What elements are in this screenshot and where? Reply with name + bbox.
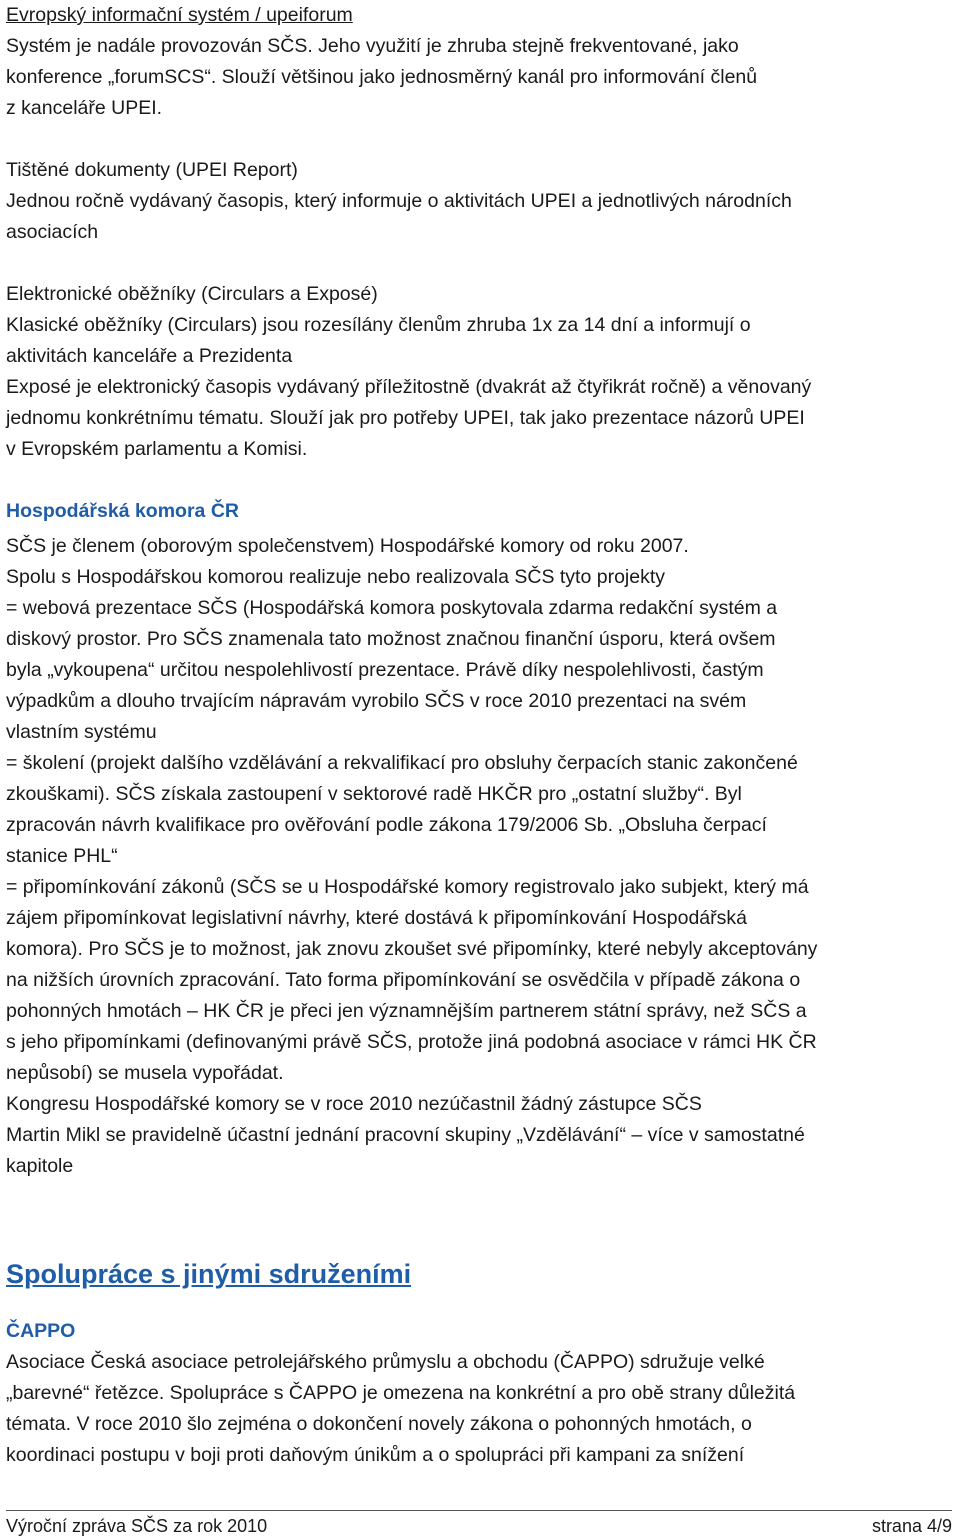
spacer — [6, 124, 956, 155]
text-line: = školení (projekt dalšího vzdělávání a rekvalifikací pro obsluhy čerpacích stanic zakončené — [6, 752, 798, 774]
text-line: Spolu s Hospodářskou komorou realizuje nebo realizovala SČS tyto projekty — [6, 566, 666, 588]
footer-title: Výroční zpráva SČS za rok 2010 — [6, 1516, 268, 1536]
text-line: aktivitách kanceláře a Prezidenta — [6, 345, 293, 367]
document-page — [6, 0, 956, 1471]
text-line: Kongresu Hospodářské komory se v roce 2010 nezúčastnil žádný zástupce SČS — [6, 1093, 702, 1115]
spoluprace-heading: Spolupráce s jinými sdruženími — [6, 1259, 412, 1289]
text-line: kapitole — [6, 1155, 74, 1177]
text-line: z kanceláře UPEI. — [6, 97, 163, 119]
text-line: v Evropském parlamentu a Komisi. — [6, 438, 308, 460]
text-line: Klasické oběžníky (Circulars) jsou rozesílány členům zhruba 1x za 14 dní a informují o — [6, 314, 751, 336]
text-line: s jeho připomínkami (definovanými právě SČS, protože jiná podobná asociace v rámci HK ČR — [6, 1031, 817, 1053]
text-line: vlastním systému — [6, 721, 157, 743]
text-line: komora). Pro SČS je to možnost, jak znovu zkoušet své připomínky, které nebyly akceptovány — [6, 938, 818, 960]
text-line: na nižších úrovních zpracování. Tato forma připomínkování se osvědčila v případě zákona o — [6, 969, 801, 991]
text-line: konference „forumSCS“. Slouží většinou jako jednosměrný kanál pro informování členů — [6, 66, 758, 88]
text-line: asociacích — [6, 221, 99, 243]
spacer — [6, 248, 956, 279]
text-line: Jednou ročně vydávaný časopis, který informuje o aktivitách UPEI a jednotlivých národních — [6, 190, 792, 212]
text-line: zkouškami). SČS získala zastoupení v sektorové radě HKČR pro „ostatní služby“. Byl — [6, 783, 742, 805]
text-line: nepůsobí) se musela vypořádat. — [6, 1062, 284, 1084]
text-line: diskový prostor. Pro SČS znamenala tato možnost značnou finanční úsporu, která ovšem — [6, 628, 776, 650]
text-line: byla „vykoupena“ určitou nespolehlivostí prezentace. Právě díky nespolehlivosti, častým — [6, 659, 764, 681]
cappo-heading: ČAPPO — [6, 1320, 76, 1342]
text-line: Martin Mikl se pravidelně účastní jednání pracovní skupiny „Vzdělávání“ – více v samostatné — [6, 1124, 805, 1146]
text-line: stanice PHL“ — [6, 845, 118, 867]
upeiforum-title: Evropský informační systém / upeiforum — [6, 4, 353, 26]
text-line: = připomínkování zákonů (SČS se u Hospodářské komory registrovalo jako subjekt, který má — [6, 876, 809, 898]
spacer — [6, 465, 956, 496]
text-line: zpracován návrh kvalifikace pro ověřování podle zákona 179/2006 Sb. „Obsluha čerpací — [6, 814, 767, 836]
circulars-title: Elektronické oběžníky (Circulars a Exposé) — [6, 283, 378, 305]
page-footer — [6, 1510, 952, 1538]
text-line: pohonných hmotách – HK ČR je přeci jen významnějším partnerem státní správy, než SČS a — [6, 1000, 807, 1022]
text-line: jednomu konkrétnímu tématu. Slouží jak pro potřeby UPEI, tak jako prezentace názorů UPEI — [6, 407, 805, 429]
text-line: Systém je nadále provozován SČS. Jeho využití je zhruba stejně frekventované, jako — [6, 35, 739, 57]
report-title: Tištěné dokumenty (UPEI Report) — [6, 159, 298, 181]
text-line: „barevné“ řetězce. Spolupráce s ČAPPO je omezena na konkrétní a pro obě strany důležitá — [6, 1382, 796, 1404]
text-line: SČS je členem (oborovým společenstvem) Hospodářské komory od roku 2007. — [6, 535, 689, 557]
text-line: výpadkům a dlouho trvajícím nápravám vyrobilo SČS v roce 2010 prezentaci na svém — [6, 690, 747, 712]
text-line: zájem připomínkovat legislativní návrhy, které dostává k připomínkování Hospodářská — [6, 907, 747, 929]
page-number: strana 4/9 — [871, 1516, 952, 1536]
text-line: Asociace Česká asociace petrolejářského průmyslu a obchodu (ČAPPO) sdružuje velké — [6, 1351, 765, 1373]
text-line: koordinaci postupu v boji proti daňovým únikům a o spolupráci při kampani za snížení — [6, 1444, 745, 1466]
hk-heading: Hospodářská komora ČR — [6, 500, 239, 522]
text-line: Exposé je elektronický časopis vydávaný příležitostně (dvakrát až čtyřikrát ročně) a věnovaný — [6, 376, 812, 398]
text-line: témata. V roce 2010 šlo zejména o dokončení novely zákona o pohonných hmotách, o — [6, 1413, 752, 1435]
text-line: = webová prezentace SČS (Hospodářská komora poskytovala zdarma redakční systém a — [6, 597, 778, 619]
